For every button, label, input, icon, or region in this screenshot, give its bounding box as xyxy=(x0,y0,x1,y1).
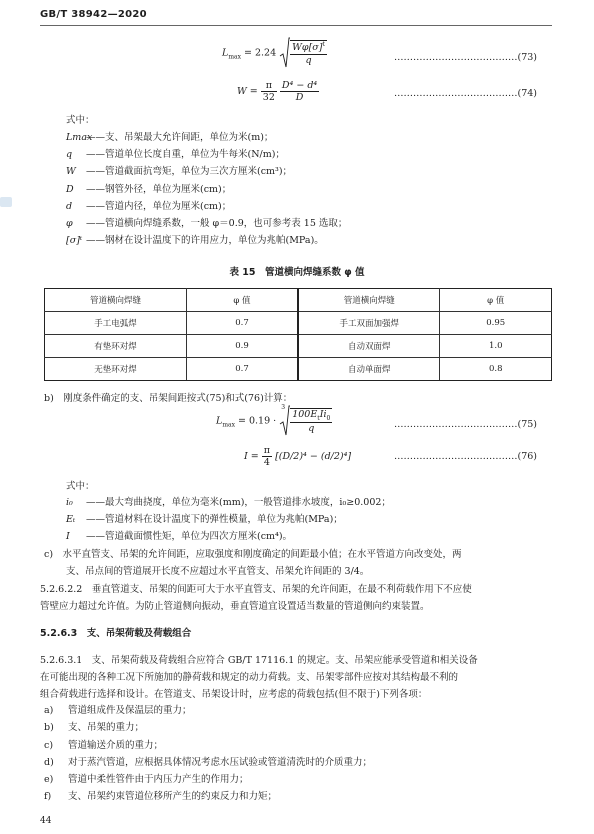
symbol-definitions-1 xyxy=(66,129,347,249)
clause-5-2-6-2-2-line-1: 5.2.6.2.2 垂直管道支、吊架的间距可大于水平直管支、吊架的允许间距，在最不利荷载作用下不应使 xyxy=(40,584,472,595)
formula-75: $L_{max} = 0.19$ · 3 $\frac{100E_tIi_0}{q}$ xyxy=(216,404,331,434)
table-cell: 0.95 xyxy=(440,312,552,335)
load-list xyxy=(44,702,372,806)
formula-73: $L_{max} = 2.24$ $\frac{W\varphi[\sigma]^t}{q}$ xyxy=(222,36,327,70)
definition-item: Lmax——支、吊架最大允许间距，单位为米(m)； xyxy=(66,132,274,143)
column-header: φ 值 xyxy=(440,289,552,312)
table-cell: 自动单面焊 xyxy=(298,358,440,381)
equation-number-75: …………………………………(75) xyxy=(394,419,538,430)
table-cell: 1.0 xyxy=(440,335,552,358)
clause-5-2-6-3-1-line-1: 5.2.6.3.1 支、吊架荷载及荷载组合应符合 GB/T 17116.1 的规定。支、吊架应能承受管道和相关设备 xyxy=(40,655,478,666)
definition-item: d ——管道内径，单位为厘米(cm)； xyxy=(66,200,232,212)
definition-item: I ——管道截面惯性矩，单位为四次方厘米(cm⁴)。 xyxy=(66,531,293,543)
table-row xyxy=(45,335,552,358)
formula-76: I = $\frac{\pi}{4}$ [(D/2)⁴ − (d/2)⁴] xyxy=(244,445,352,468)
definition-item: q ——管道单位长度自重，单位为牛每米(N/m)； xyxy=(66,149,285,161)
table-cell: 0.9 xyxy=(186,335,298,358)
section-heading: 5.2.6.3 支、吊架荷载及荷载组合 xyxy=(40,628,192,639)
list-item: a) 管道组成件及保温层的重力； xyxy=(44,705,192,716)
item-c-line-1: c) 水平直管支、吊架的允许间距，应取强度和刚度确定的间距最小值；在水平管道方向改变处，两 xyxy=(44,549,462,560)
header-rule xyxy=(40,25,552,26)
item-c-line-2: 支、吊点间的管道展开长度不应超过水平直管支、吊架允许间距的 3/4。 xyxy=(66,566,370,577)
list-item: d) 对于蒸汽管道，应根据具体情况考虑水压试验或管道清洗时的介质重力； xyxy=(44,756,373,768)
definition-item: W ——管道截面抗弯矩，单位为三次方厘米(cm³)； xyxy=(66,166,293,178)
equation-number-74: …………………………………(74) xyxy=(394,88,538,99)
table-row xyxy=(45,312,552,335)
side-marker-icon xyxy=(0,197,12,207)
table-header-row xyxy=(45,289,552,312)
symbol-definitions-2 xyxy=(66,494,391,546)
definition-item: Eₜ ——管道材料在设计温度下的弹性模量，单位为兆帕(MPa)； xyxy=(66,514,343,526)
column-header: φ 值 xyxy=(186,289,298,312)
where-label: 式中： xyxy=(66,115,95,126)
definition-item: [σ]ᵗ ——钢材在设计温度下的许用应力，单位为兆帕(MPa)。 xyxy=(66,235,324,247)
standard-code-header: GB/T 38942—2020 xyxy=(40,9,147,20)
definition-item: φ ——管道横向焊缝系数，一般 φ＝0.9，也可参考表 15 选取； xyxy=(66,218,348,230)
table-cell: 0.8 xyxy=(440,358,552,381)
table-title: 表 15 管道横向焊缝系数 φ 值 xyxy=(229,267,365,278)
page-number: 44 xyxy=(40,816,52,826)
equation-number-76: …………………………………(76) xyxy=(394,451,538,462)
table-cell: 手工电弧焊 xyxy=(45,312,187,335)
definition-item: i₀ ——最大弯曲挠度，单位为毫米(mm)，一般管道排水坡度，i₀≥0.002； xyxy=(66,497,391,508)
table-cell: 0.7 xyxy=(186,312,298,335)
list-item: e) 管道中柔性管件由于内压力产生的作用力； xyxy=(44,774,249,786)
clause-5-2-6-3-1-line-3: 组合荷载进行选择和设计。在管道支、吊架设计时，应考虑的荷载包括(但不限于)下列各项： xyxy=(40,689,428,700)
table-cell: 自动双面焊 xyxy=(298,335,440,358)
clause-5-2-6-3-1-line-2: 在可能出现的各种工况下所施加的静荷载和规定的动力荷载。支、吊架零部件应按对其结构最不利的 xyxy=(40,672,459,683)
list-item: b) 支、吊架的重力； xyxy=(44,722,145,734)
definition-item: D ——钢管外径，单位为厘米(cm)； xyxy=(66,183,232,195)
table-cell: 无垫环对焊 xyxy=(45,358,187,381)
equation-number-73: …………………………………(73) xyxy=(394,52,538,63)
table-cell: 手工双面加强焊 xyxy=(298,312,440,335)
list-item: f) 支、吊架约束管道位移所产生的约束反力和力矩； xyxy=(44,791,278,803)
item-b-paragraph: b) 刚度条件确定的支、吊架间距按式(75)和式(76)计算： xyxy=(44,393,293,404)
list-item: c) 管道输送介质的重力； xyxy=(44,739,164,751)
table-cell: 0.7 xyxy=(186,358,298,381)
clause-5-2-6-2-2-line-2: 管壁应力超过允许值。为防止管道侧向振动，垂直管道宜设置适当数量的管道侧向约束装置。 xyxy=(40,601,430,612)
table-cell: 有垫环对焊 xyxy=(45,335,187,358)
column-header: 管道横向焊缝 xyxy=(45,289,187,312)
weld-coefficient-table xyxy=(44,288,552,381)
where-label: 式中： xyxy=(66,481,95,492)
column-header: 管道横向焊缝 xyxy=(298,289,440,312)
formula-74: W = $\frac{\pi}{32}$ $\frac{\text{D⁴ − d⁴}}{D}$ xyxy=(237,80,318,103)
table-row xyxy=(45,358,552,381)
